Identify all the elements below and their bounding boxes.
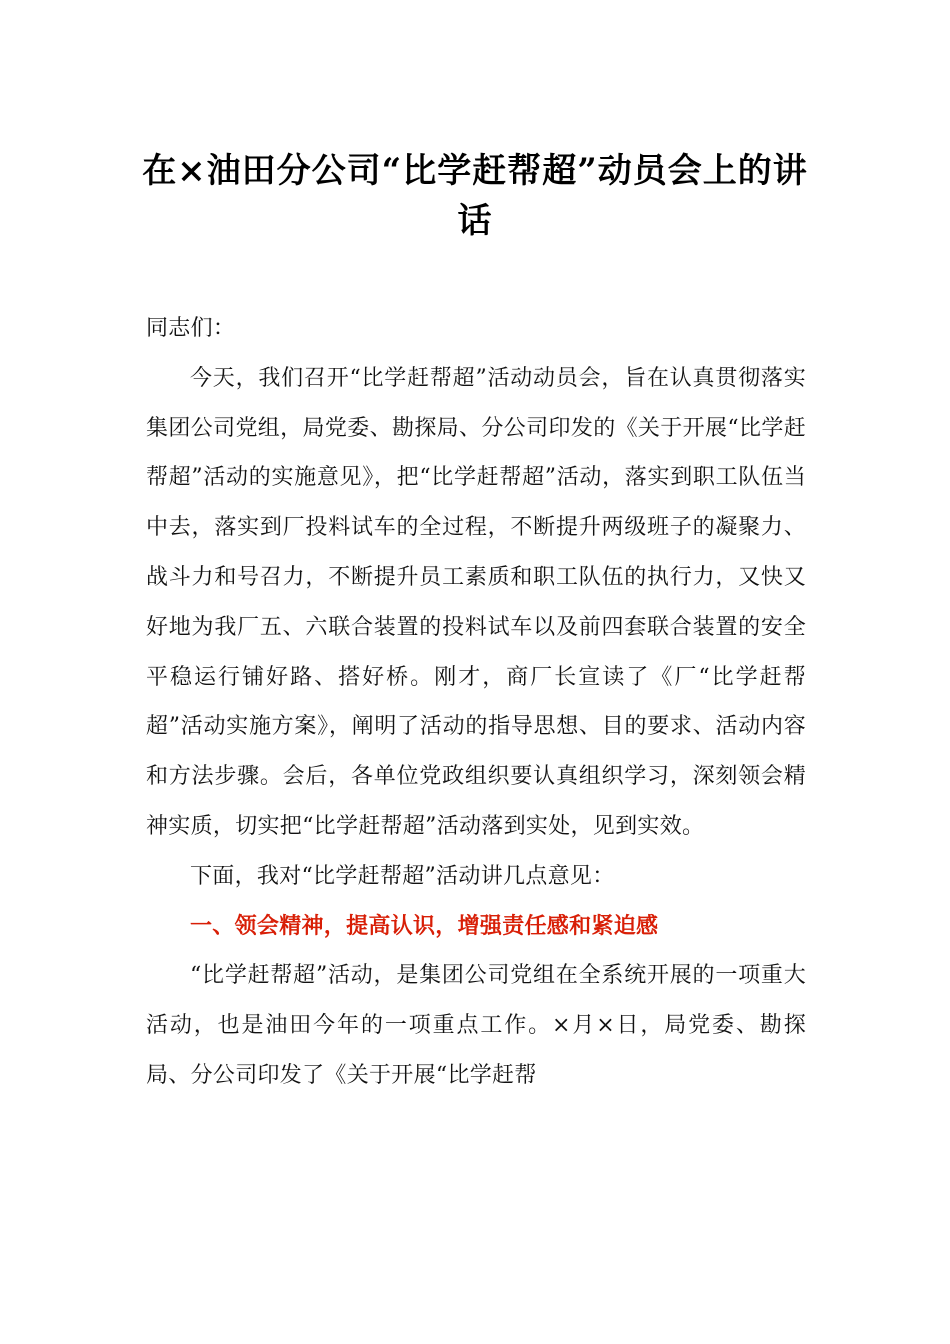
- document-body: [146, 304, 806, 1101]
- section-heading-1: 一、领会精神，提高认识，增强责任感和紧迫感: [190, 913, 659, 939]
- salutation: 同志们：: [146, 316, 236, 341]
- paragraph-transition: 下面，我对“比学赶帮超”活动讲几点意见：: [190, 863, 615, 889]
- document-title: 在×油田分公司“比学赶帮超”动员会上的讲话: [142, 151, 808, 241]
- paragraph-intro: 今天，我们召开“比学赶帮超”活动动员会，旨在认真贯彻落实集团公司党组，局党委、勘探局、分公司印发的《关于开展“比学赶帮超”活动的实施意见》，把“比学赶帮超”活动，落实到职工队伍当中去，落实到厂投料试车的全过程，不断提升两级班子的凝聚力、战斗力和号召力，不断提升员工素质和职工队伍的执行力，又快又好地为我厂五、六联合装置的投料试车以及前四套联合装置的安全平稳运行铺好路、搭好桥。刚才，商厂长宣读了《厂“比学赶帮超”活动实施方案》，阐明了活动的指导思想、目的要求、活动内容和方法步骤。会后，各单位党政组织要认真组织学习，深刻领会精神实质，切实把“比学赶帮超”活动落到实处，见到实效。: [146, 365, 806, 839]
- section-1-paragraph: “比学赶帮超”活动，是集团公司党组在全系统开展的一项重大活动，也是油田今年的一项重点工作。×月×日，局党委、勘探局、分公司印发了《关于开展“比学赶帮: [146, 963, 806, 1088]
